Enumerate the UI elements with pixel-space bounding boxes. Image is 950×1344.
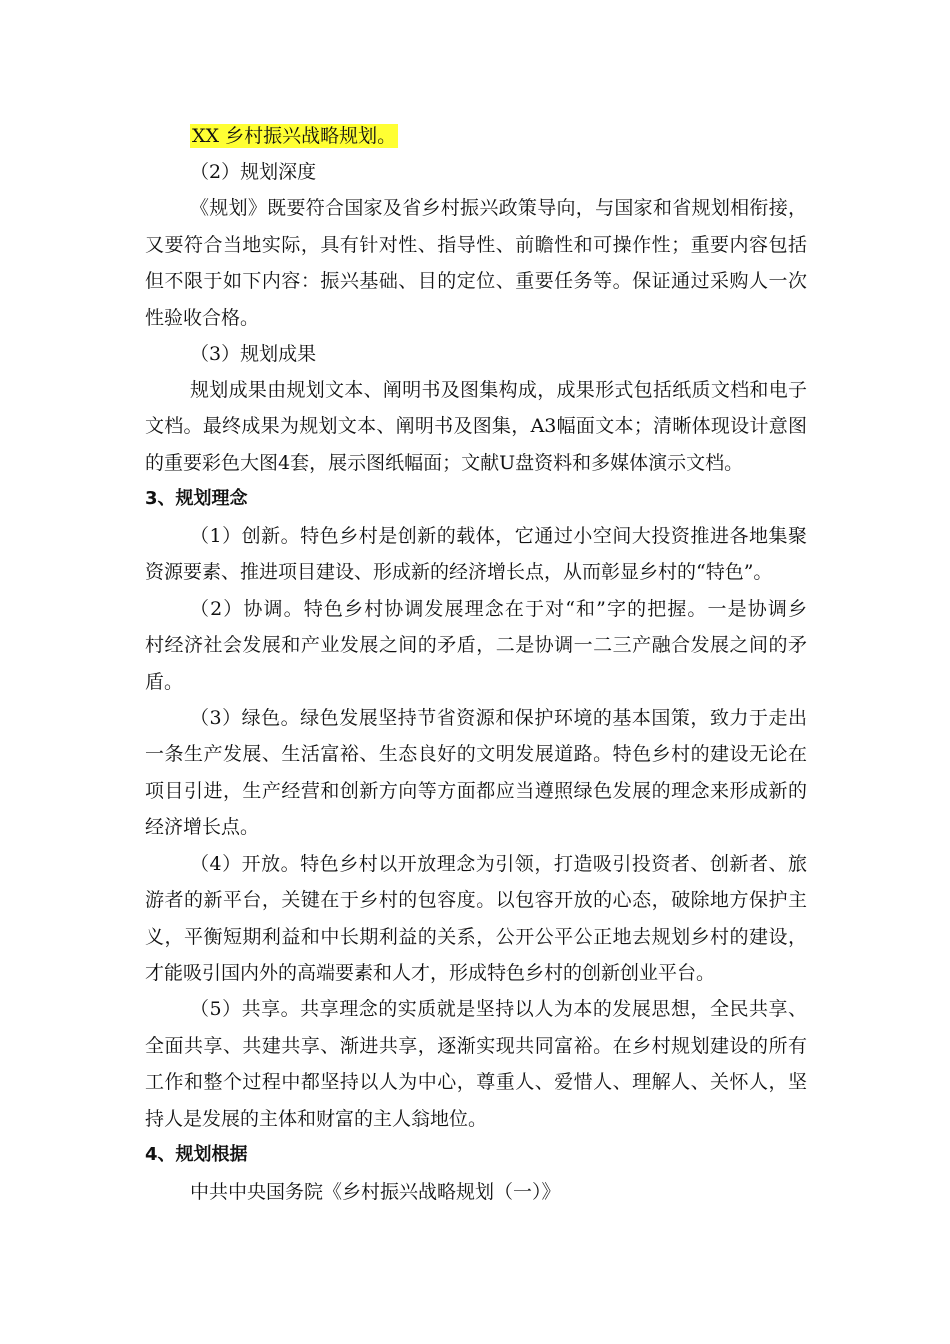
openness-line-2: 游者的新平台，关键在于乡村的包容度。以包容开放的心态，破除地方保护主	[145, 889, 807, 911]
innovation-line-2: 资源要素、推进项目建设、形成新的经济增长点，从而彰显乡村的“特色”。	[145, 561, 773, 583]
green-line-2: 一条生产发展、生活富裕、生态良好的文明发展道路。特色乡村的建设无论在	[145, 743, 807, 765]
depth-heading: （2）规划深度	[190, 161, 317, 183]
depth-line-2: 又要符合当地实际，具有针对性、指导性、前瞻性和可操作性；重要内容包括	[145, 234, 807, 256]
openness-line-1: （4）开放。特色乡村以开放理念为引领，打造吸引投资者、创新者、旅	[190, 853, 807, 875]
basis-line: 中共中央国务院《乡村振兴战略规划（一）》	[190, 1181, 561, 1203]
green-line-1: （3）绿色。绿色发展坚持节省资源和保护环境的基本国策，致力于走出	[190, 707, 807, 729]
green-line-4: 经济增长点。	[145, 816, 260, 838]
section-4-title: 4、规划根据	[145, 1144, 248, 1165]
sharing-line-1: （5）共享。共享理念的实质就是坚持以人为本的发展思想，全民共享、	[190, 998, 807, 1020]
green-line-3: 项目引进，生产经营和创新方向等方面都应当遵照绿色发展的理念来形成新的	[145, 780, 807, 802]
depth-line-4: 性验收合格。	[145, 307, 260, 329]
results-line-1: 规划成果由规划文本、阐明书及图集构成，成果形式包括纸质文档和电子	[190, 379, 807, 401]
coordination-line-3: 盾。	[145, 671, 184, 693]
sharing-line-2: 全面共享、共建共享、渐进共享，逐渐实现共同富裕。在乡村规划建设的所有	[145, 1035, 807, 1057]
sharing-line-4: 持人是发展的主体和财富的主人翁地位。	[145, 1108, 488, 1130]
coordination-line-2: 村经济社会发展和产业发展之间的矛盾，二是协调一二三产融合发展之间的矛	[145, 634, 807, 656]
sharing-line-3: 工作和整个过程中都坚持以人为中心，尊重人、爱惜人、理解人、关怀人，坚	[145, 1071, 807, 1093]
highlighted-line	[190, 124, 807, 148]
depth-line-1: 《规划》既要符合国家及省乡村振兴政策导向，与国家和省规划相衔接，	[190, 197, 807, 219]
openness-line-3: 义，平衡短期利益和中长期利益的关系，公开公平公正地去规划乡村的建设，	[145, 926, 807, 948]
section-3-title: 3、规划理念	[145, 488, 248, 509]
results-heading: （3）规划成果	[190, 343, 317, 365]
openness-line-4: 才能吸引国内外的高端要素和人才，形成特色乡村的创新创业平台。	[145, 962, 716, 984]
highlight-text: XX 乡村振兴战略规划。	[192, 125, 397, 147]
results-line-3: 的重要彩色大图4套，展示图纸幅面；文献U盘资料和多媒体演示文档。	[145, 452, 744, 474]
innovation-line-1: （1）创新。特色乡村是创新的载体，它通过小空间大投资推进各地集聚	[190, 525, 807, 547]
depth-line-3: 但不限于如下内容：振兴基础、目的定位、重要任务等。保证通过采购人一次	[145, 270, 807, 292]
results-line-2: 文档。最终成果为规划文本、阐明书及图集，A3幅面文本；清晰体现设计意图	[145, 415, 807, 437]
coordination-line-1: （2）协调。特色乡村协调发展理念在于对“和”字的把握。一是协调乡	[190, 598, 807, 620]
